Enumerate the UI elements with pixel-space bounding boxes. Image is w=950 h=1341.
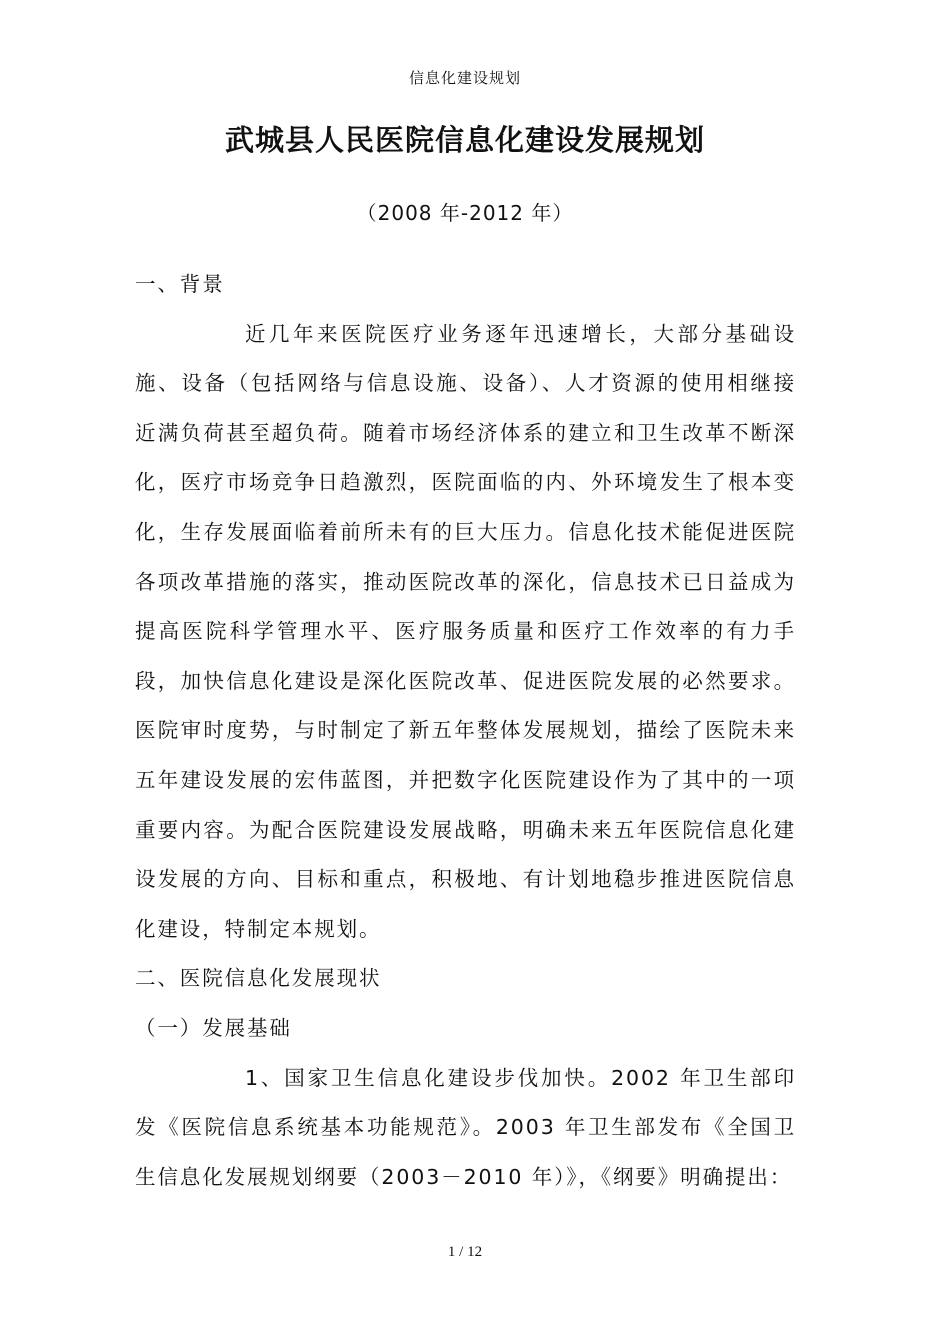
document-title: 武城县人民医院信息化建设发展规划 <box>224 123 705 157</box>
document-body <box>135 260 796 1202</box>
section-heading-current-status: 二、医院信息化发展现状 <box>135 966 382 991</box>
running-header: 信息化建设规划 <box>408 69 521 87</box>
foundation-item-paragraph: 1、国家卫生信息化建设步伐加快。2002 年卫生部印发《医院信息系统基本功能规范》。2003 年卫生部发布《全国卫生信息化发展规划纲要（2003－2010 年）》，《纲要》明确提出： <box>135 1065 796 1189</box>
document-subtitle: （2008 年-2012 年） <box>356 201 574 225</box>
section-heading-background: 一、背景 <box>135 272 225 296</box>
background-paragraph: 近几年来医院医疗业务逐年迅速增长，大部分基础设施、设备（包括网络与信息设施、设备）、人才资源的使用相继接近满负荷甚至超负荷。随着市场经济体系的建立和卫生改革不断深化，医疗市场竞争日趋激烈，医院面临的内、外环境发生了根本变化，生存发展面临着前所未有的巨大压力。信息化技术能促进医院各项改革措施的落实，推动医院改革的深化，信息技术已日益成为提高医院科学管理水平、医疗服务质量和医疗工作效率的有力手段，加快信息化建设是深化医院改革、促进医院发展的必然要求。医院审时度势，与时制定了新五年整体发展规划，描绘了医院未来五年建设发展的宏伟蓝图，并把数字化医院建设作为了其中的一项重要内容。为配合医院建设发展战略，明确未来五年医院信息化建设发展的方向、目标和重点，积极地、有计划地稳步推进医院信息化建设，特制定本规划。 <box>135 321 796 941</box>
page-number: 1 / 12 <box>447 1244 483 1260</box>
subsection-heading-foundation: （一）发展基础 <box>135 1015 292 1040</box>
